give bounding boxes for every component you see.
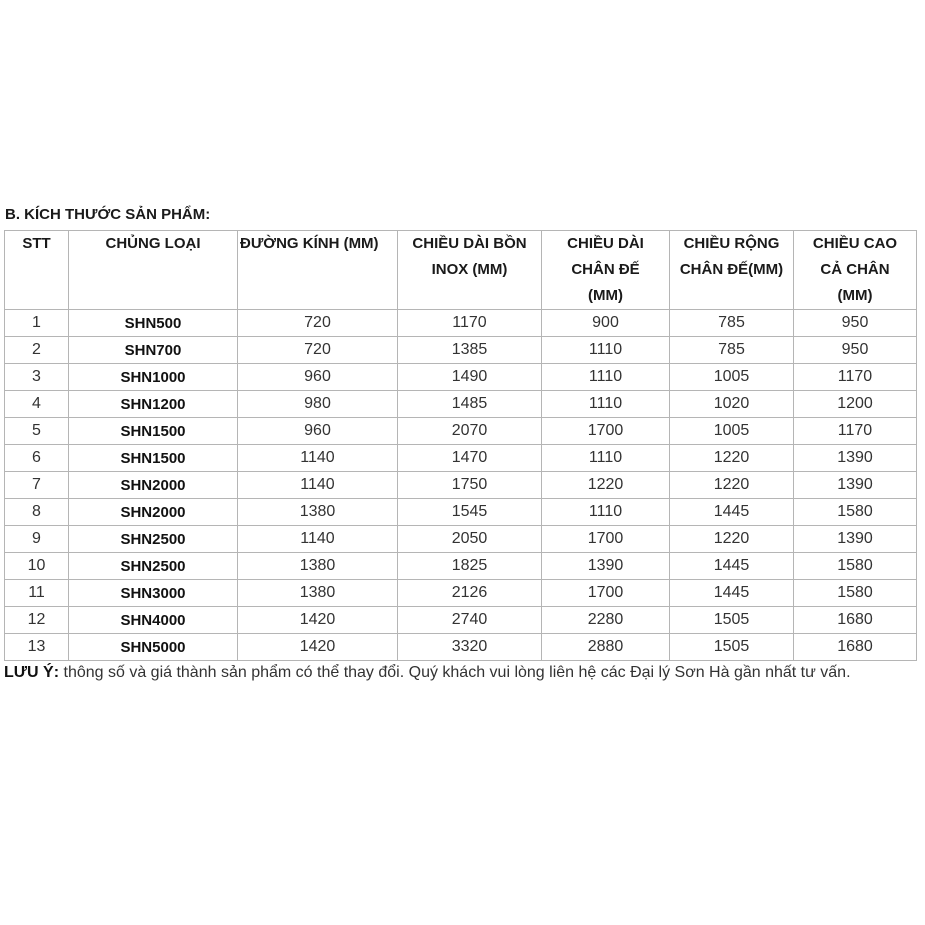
cell-stt: 6 <box>5 445 69 472</box>
cell-diameter: 960 <box>238 418 398 445</box>
cell-base-width: 1445 <box>670 580 794 607</box>
header-base-length: CHIỀU DÀI CHÂN ĐẾ (MM) <box>542 231 670 310</box>
product-dimensions-table <box>4 230 917 661</box>
header-diameter: ĐƯỜNG KÍNH (MM) <box>238 231 398 310</box>
cell-diameter: 1380 <box>238 499 398 526</box>
cell-base-width: 1020 <box>670 391 794 418</box>
cell-diameter: 1420 <box>238 607 398 634</box>
cell-tank-length: 1825 <box>398 553 542 580</box>
cell-base-width: 1220 <box>670 526 794 553</box>
table-row <box>5 337 917 364</box>
cell-base-width: 785 <box>670 337 794 364</box>
cell-model: SHN1500 <box>69 418 238 445</box>
cell-tank-length: 1750 <box>398 472 542 499</box>
cell-model: SHN1000 <box>69 364 238 391</box>
cell-model: SHN2500 <box>69 553 238 580</box>
cell-model: SHN2500 <box>69 526 238 553</box>
cell-stt: 5 <box>5 418 69 445</box>
cell-total-height: 1580 <box>794 553 917 580</box>
header-tank-length: CHIỀU DÀI BỒN INOX (MM) <box>398 231 542 310</box>
cell-diameter: 720 <box>238 337 398 364</box>
cell-base-length: 2280 <box>542 607 670 634</box>
cell-tank-length: 1470 <box>398 445 542 472</box>
table-row <box>5 499 917 526</box>
cell-base-length: 1110 <box>542 364 670 391</box>
cell-base-length: 1700 <box>542 418 670 445</box>
table-row <box>5 607 917 634</box>
header-stt: STT <box>5 231 69 310</box>
cell-diameter: 1420 <box>238 634 398 661</box>
header-total-height: CHIỀU CAO CẢ CHÂN (MM) <box>794 231 917 310</box>
cell-base-length: 1700 <box>542 580 670 607</box>
cell-stt: 1 <box>5 310 69 337</box>
cell-model: SHN4000 <box>69 607 238 634</box>
cell-tank-length: 1545 <box>398 499 542 526</box>
section-title: B. KÍCH THƯỚC SẢN PHẨM: <box>5 206 211 223</box>
cell-total-height: 1170 <box>794 418 917 445</box>
cell-total-height: 1680 <box>794 634 917 661</box>
cell-total-height: 1680 <box>794 607 917 634</box>
cell-base-length: 1110 <box>542 445 670 472</box>
cell-base-width: 1005 <box>670 364 794 391</box>
cell-base-length: 1110 <box>542 499 670 526</box>
table-row <box>5 445 917 472</box>
cell-stt: 11 <box>5 580 69 607</box>
note-text: thông số và giá thành sản phẩm có thể thay đổi. Quý khách vui lòng liên hệ các Đại lý Sơn Hà gần nhất tư vấn. <box>59 664 851 681</box>
cell-base-width: 785 <box>670 310 794 337</box>
cell-stt: 9 <box>5 526 69 553</box>
cell-total-height: 1580 <box>794 499 917 526</box>
table-row <box>5 580 917 607</box>
cell-base-length: 1110 <box>542 391 670 418</box>
cell-total-height: 1390 <box>794 526 917 553</box>
table-body <box>5 310 917 661</box>
header-model: CHỦNG LOẠI <box>69 231 238 310</box>
cell-model: SHN1500 <box>69 445 238 472</box>
cell-total-height: 950 <box>794 310 917 337</box>
cell-stt: 13 <box>5 634 69 661</box>
cell-model: SHN5000 <box>69 634 238 661</box>
cell-model: SHN500 <box>69 310 238 337</box>
cell-model: SHN2000 <box>69 499 238 526</box>
cell-tank-length: 2070 <box>398 418 542 445</box>
cell-base-width: 1445 <box>670 553 794 580</box>
cell-base-width: 1505 <box>670 607 794 634</box>
cell-total-height: 1390 <box>794 472 917 499</box>
cell-tank-length: 1170 <box>398 310 542 337</box>
cell-stt: 2 <box>5 337 69 364</box>
cell-stt: 7 <box>5 472 69 499</box>
cell-base-length: 2880 <box>542 634 670 661</box>
table-row <box>5 526 917 553</box>
table-row <box>5 472 917 499</box>
cell-diameter: 1380 <box>238 580 398 607</box>
note <box>4 660 922 686</box>
cell-model: SHN1200 <box>69 391 238 418</box>
cell-base-length: 900 <box>542 310 670 337</box>
table-row <box>5 364 917 391</box>
cell-total-height: 1200 <box>794 391 917 418</box>
cell-base-width: 1005 <box>670 418 794 445</box>
table-row <box>5 634 917 661</box>
cell-tank-length: 1485 <box>398 391 542 418</box>
cell-total-height: 950 <box>794 337 917 364</box>
cell-diameter: 1140 <box>238 472 398 499</box>
note-label: LƯU Ý: <box>4 664 60 681</box>
cell-tank-length: 1490 <box>398 364 542 391</box>
cell-diameter: 980 <box>238 391 398 418</box>
cell-tank-length: 2740 <box>398 607 542 634</box>
cell-base-length: 1220 <box>542 472 670 499</box>
cell-tank-length: 2050 <box>398 526 542 553</box>
cell-model: SHN3000 <box>69 580 238 607</box>
cell-stt: 10 <box>5 553 69 580</box>
cell-base-width: 1505 <box>670 634 794 661</box>
header-base-width: CHIỀU RỘNG CHÂN ĐẾ(MM) <box>670 231 794 310</box>
cell-stt: 12 <box>5 607 69 634</box>
cell-tank-length: 1385 <box>398 337 542 364</box>
cell-base-width: 1445 <box>670 499 794 526</box>
table-row <box>5 418 917 445</box>
cell-diameter: 960 <box>238 364 398 391</box>
cell-base-length: 1110 <box>542 337 670 364</box>
cell-stt: 4 <box>5 391 69 418</box>
cell-base-width: 1220 <box>670 472 794 499</box>
cell-model: SHN700 <box>69 337 238 364</box>
cell-tank-length: 3320 <box>398 634 542 661</box>
cell-diameter: 1380 <box>238 553 398 580</box>
cell-total-height: 1390 <box>794 445 917 472</box>
cell-tank-length: 2126 <box>398 580 542 607</box>
cell-base-width: 1220 <box>670 445 794 472</box>
cell-diameter: 720 <box>238 310 398 337</box>
cell-total-height: 1580 <box>794 580 917 607</box>
table-header-row <box>5 231 917 310</box>
table-row <box>5 391 917 418</box>
cell-base-length: 1700 <box>542 526 670 553</box>
cell-diameter: 1140 <box>238 445 398 472</box>
cell-diameter: 1140 <box>238 526 398 553</box>
cell-base-length: 1390 <box>542 553 670 580</box>
cell-model: SHN2000 <box>69 472 238 499</box>
cell-stt: 8 <box>5 499 69 526</box>
cell-stt: 3 <box>5 364 69 391</box>
cell-total-height: 1170 <box>794 364 917 391</box>
table-row <box>5 310 917 337</box>
table-row <box>5 553 917 580</box>
